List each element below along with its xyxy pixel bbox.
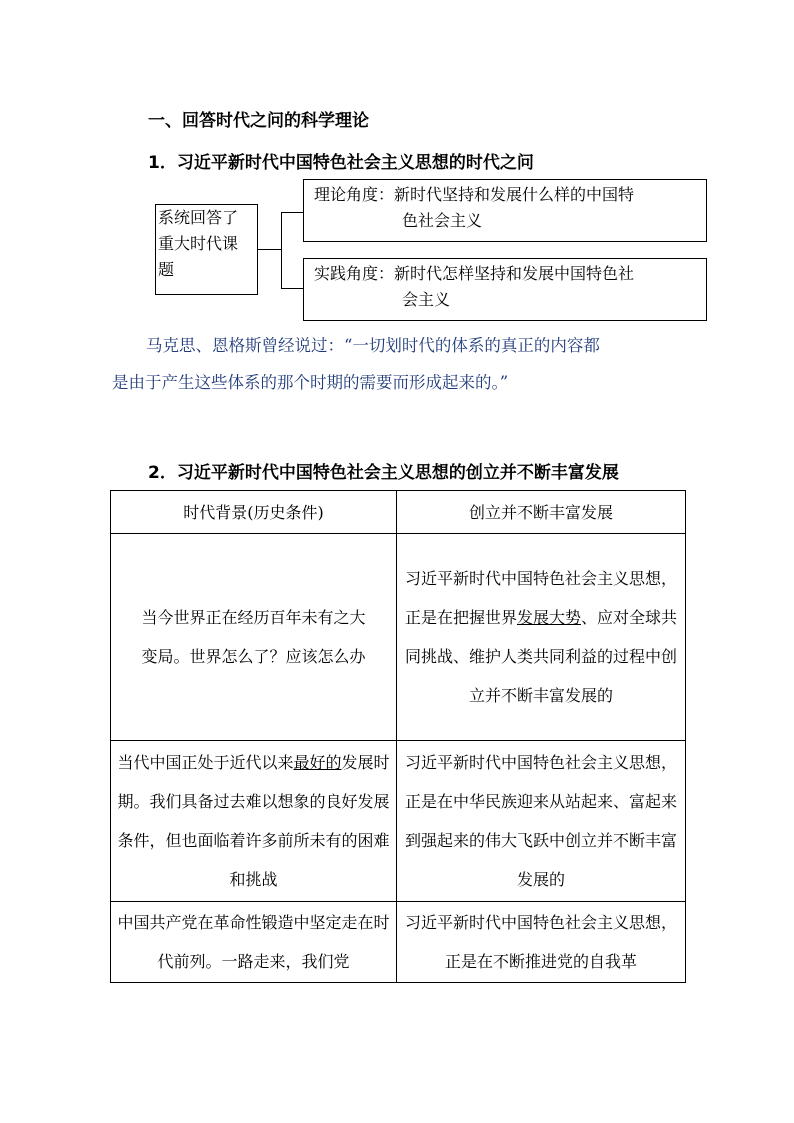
table-cell [397, 534, 686, 741]
diagram-root-line: 系统回答了 [158, 208, 239, 227]
table-cell: 习近平新时代中国特色社会主义思想，正是在不断推进党的自我革 [397, 902, 686, 983]
diagram-theory-box [303, 179, 707, 242]
cell-text: 发展时期。我们具备过去难以想象的良好发展条件，但也面临着许多前所未有的困难和挑战 [117, 753, 390, 889]
table-row [111, 902, 686, 983]
cell-line: 当今世界正在经历百年未有之大 [141, 608, 366, 627]
diagram-root-line: 重大时代课 [158, 234, 239, 253]
practice-line-2: 会主义 [402, 290, 451, 309]
connector-horizontal [258, 249, 281, 250]
table-header-cell: 时代背景(历史条件) [111, 491, 397, 534]
diagram-root-line: 题 [158, 260, 175, 279]
diagram-practice-box [303, 258, 707, 321]
section-heading: 一、回答时代之问的科学理论 [148, 111, 369, 131]
cell-line: 变局。世界怎么了？应该怎么办 [141, 647, 366, 666]
connector-bottom [281, 288, 303, 289]
diagram-root-box [155, 204, 258, 295]
subsection-heading-2: 2．习近平新时代中国特色社会主义思想的创立并不断丰富发展 [148, 463, 619, 483]
table-header-row [111, 491, 686, 534]
table-cell [111, 741, 397, 902]
table-row [111, 741, 686, 902]
table-header-cell: 创立并不断丰富发展 [397, 491, 686, 534]
table-cell [111, 534, 397, 741]
cell-text: 当代中国正处于近代以来 [117, 753, 294, 772]
practice-line-1: 实践角度：新时代怎样坚持和发展中国特色社 [314, 264, 635, 283]
theory-line-1: 理论角度：新时代坚持和发展什么样的中国特 [314, 185, 635, 204]
cell-text: 、应对全球共同挑战、维护人类共同利益的过程中创立并不断丰富发展的 [404, 608, 678, 705]
subsection-heading-1: 1．习近平新时代中国特色社会主义思想的时代之问 [148, 153, 534, 173]
cell-text: 习近平新时代中国特色社会主义思想，正是在把握世界 [404, 569, 677, 627]
connector-vertical [281, 212, 282, 288]
table-cell: 中国共产党在革命性锻造中坚定走在时代前列。一路走来，我们党 [111, 902, 397, 983]
quote-line-1: 马克思、恩格斯曾经说过：“一切划时代的体系的真正的内容都 [146, 336, 600, 355]
history-table [110, 490, 686, 983]
underlined-text: 发展大势 [516, 608, 581, 627]
quote-line-2: 是由于产生这些体系的那个时期的需要而形成起来的。” [112, 373, 509, 392]
table-cell: 习近平新时代中国特色社会主义思想，正是在中华民族迎来从站起来、富起来到强起来的伟大飞跃中创立并不断丰富发展的 [397, 741, 686, 902]
theory-line-2: 色社会主义 [402, 211, 483, 230]
connector-top [281, 212, 303, 213]
table-row [111, 534, 686, 741]
underlined-text: 最好的 [293, 753, 342, 772]
